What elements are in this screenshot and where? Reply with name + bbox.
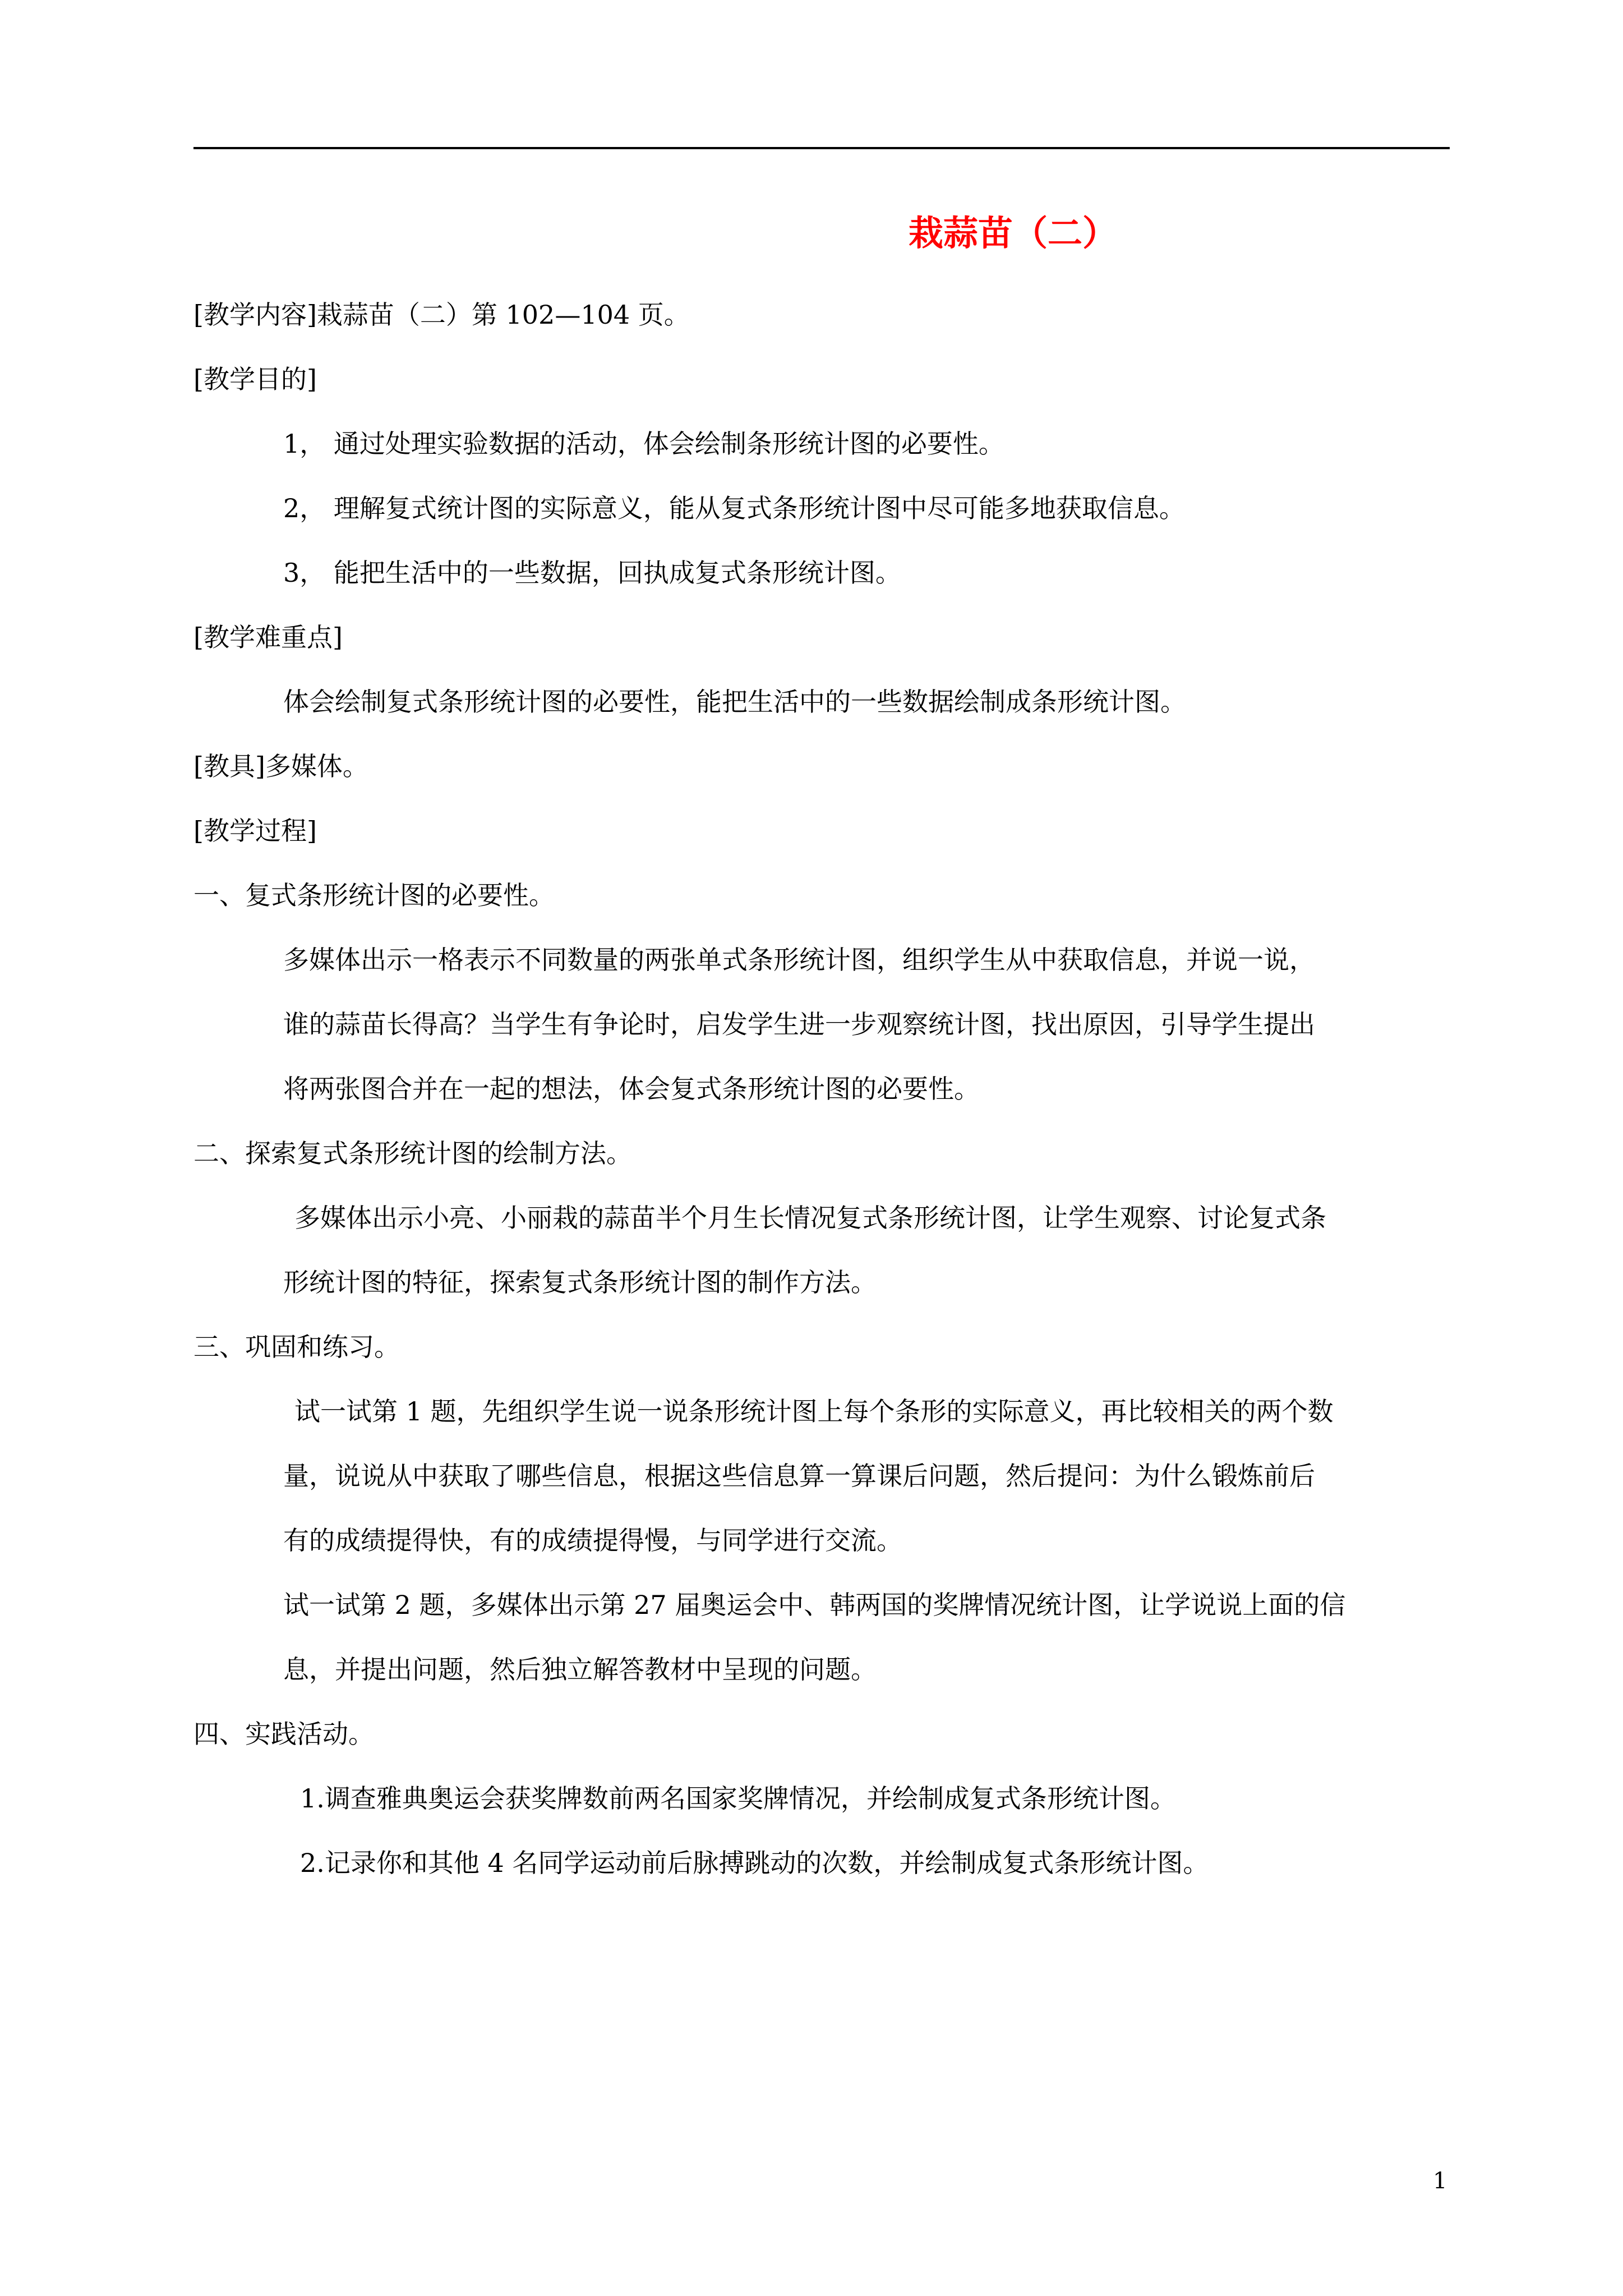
section-1-heading: 一、复式条形统计图的必要性。 (193, 880, 555, 910)
section-1-text-line-1: 多媒体出示一格表示不同数量的两张单式条形统计图，组织学生从中获取信息，并说一说， (283, 945, 1315, 975)
header-rule (193, 147, 1450, 149)
section-3-text-line-4: 试一试第 2 题，多媒体出示第 27 届奥运会中、韩两国的奖牌情况统计图，让学说说上面的信 (283, 1590, 1346, 1620)
section-3-text-line-2: 量，说说从中获取了哪些信息，根据这些信息算一算课后问题，然后提问：为什么锻炼前后 (283, 1461, 1315, 1491)
section-1-text-line-2: 谁的蒜苗长得高？当学生有争论时，启发学生进一步观察统计图，找出原因，引导学生提出 (283, 1009, 1315, 1039)
teaching-content: [教学内容]栽蒜苗（二）第 102—104 页。 (193, 300, 690, 330)
goal-3: 3， 能把生活中的一些数据，回执成复式条形统计图。 (283, 558, 901, 588)
section-2-heading: 二、探索复式条形统计图的绘制方法。 (193, 1138, 632, 1168)
document-title: 栽蒜苗（二） (909, 213, 1118, 254)
activity-2: 2.记录你和其他 4 名同学运动前后脉搏跳动的次数，并绘制成复式条形统计图。 (300, 1848, 1209, 1878)
teaching-aids: [教具]多媒体。 (193, 751, 368, 781)
section-1-text-line-3: 将两张图合并在一起的想法，体会复式条形统计图的必要性。 (283, 1074, 980, 1104)
activity-1: 1.调查雅典奥运会获奖牌数前两名国家奖牌情况，并绘制成复式条形统计图。 (300, 1783, 1176, 1814)
section-3-text-line-5: 息，并提出问题，然后独立解答教材中呈现的问题。 (283, 1654, 877, 1685)
teaching-process-heading: [教学过程] (193, 816, 317, 846)
section-3-text-line-3: 有的成绩提得快，有的成绩提得慢，与同学进行交流。 (283, 1525, 902, 1556)
goal-2: 2， 理解复式统计图的实际意义，能从复式条形统计图中尽可能多地获取信息。 (283, 493, 1185, 523)
section-3-text-line-1: 试一试第 1 题，先组织学生说一说条形统计图上每个条形的实际意义，再比较相关的两个数 (294, 1396, 1334, 1427)
section-4-heading: 四、实践活动。 (193, 1719, 374, 1749)
key-points-text: 体会绘制复式条形统计图的必要性，能把生活中的一些数据绘制成条形统计图。 (283, 687, 1186, 717)
teaching-goals-heading: [教学目的] (193, 364, 317, 394)
page-number: 1 (1433, 2168, 1447, 2194)
section-3-heading: 三、巩固和练习。 (193, 1332, 400, 1362)
section-2-text-line-2: 形统计图的特征，探索复式条形统计图的制作方法。 (283, 1267, 877, 1297)
goal-1: 1， 通过处理实验数据的活动，体会绘制条形统计图的必要性。 (283, 429, 1004, 459)
key-points-heading: [教学难重点] (193, 622, 343, 652)
section-2-text-line-1: 多媒体出示小亮、小丽栽的蒜苗半个月生长情况复式条形统计图，让学生观察、讨论复式条 (294, 1203, 1326, 1233)
